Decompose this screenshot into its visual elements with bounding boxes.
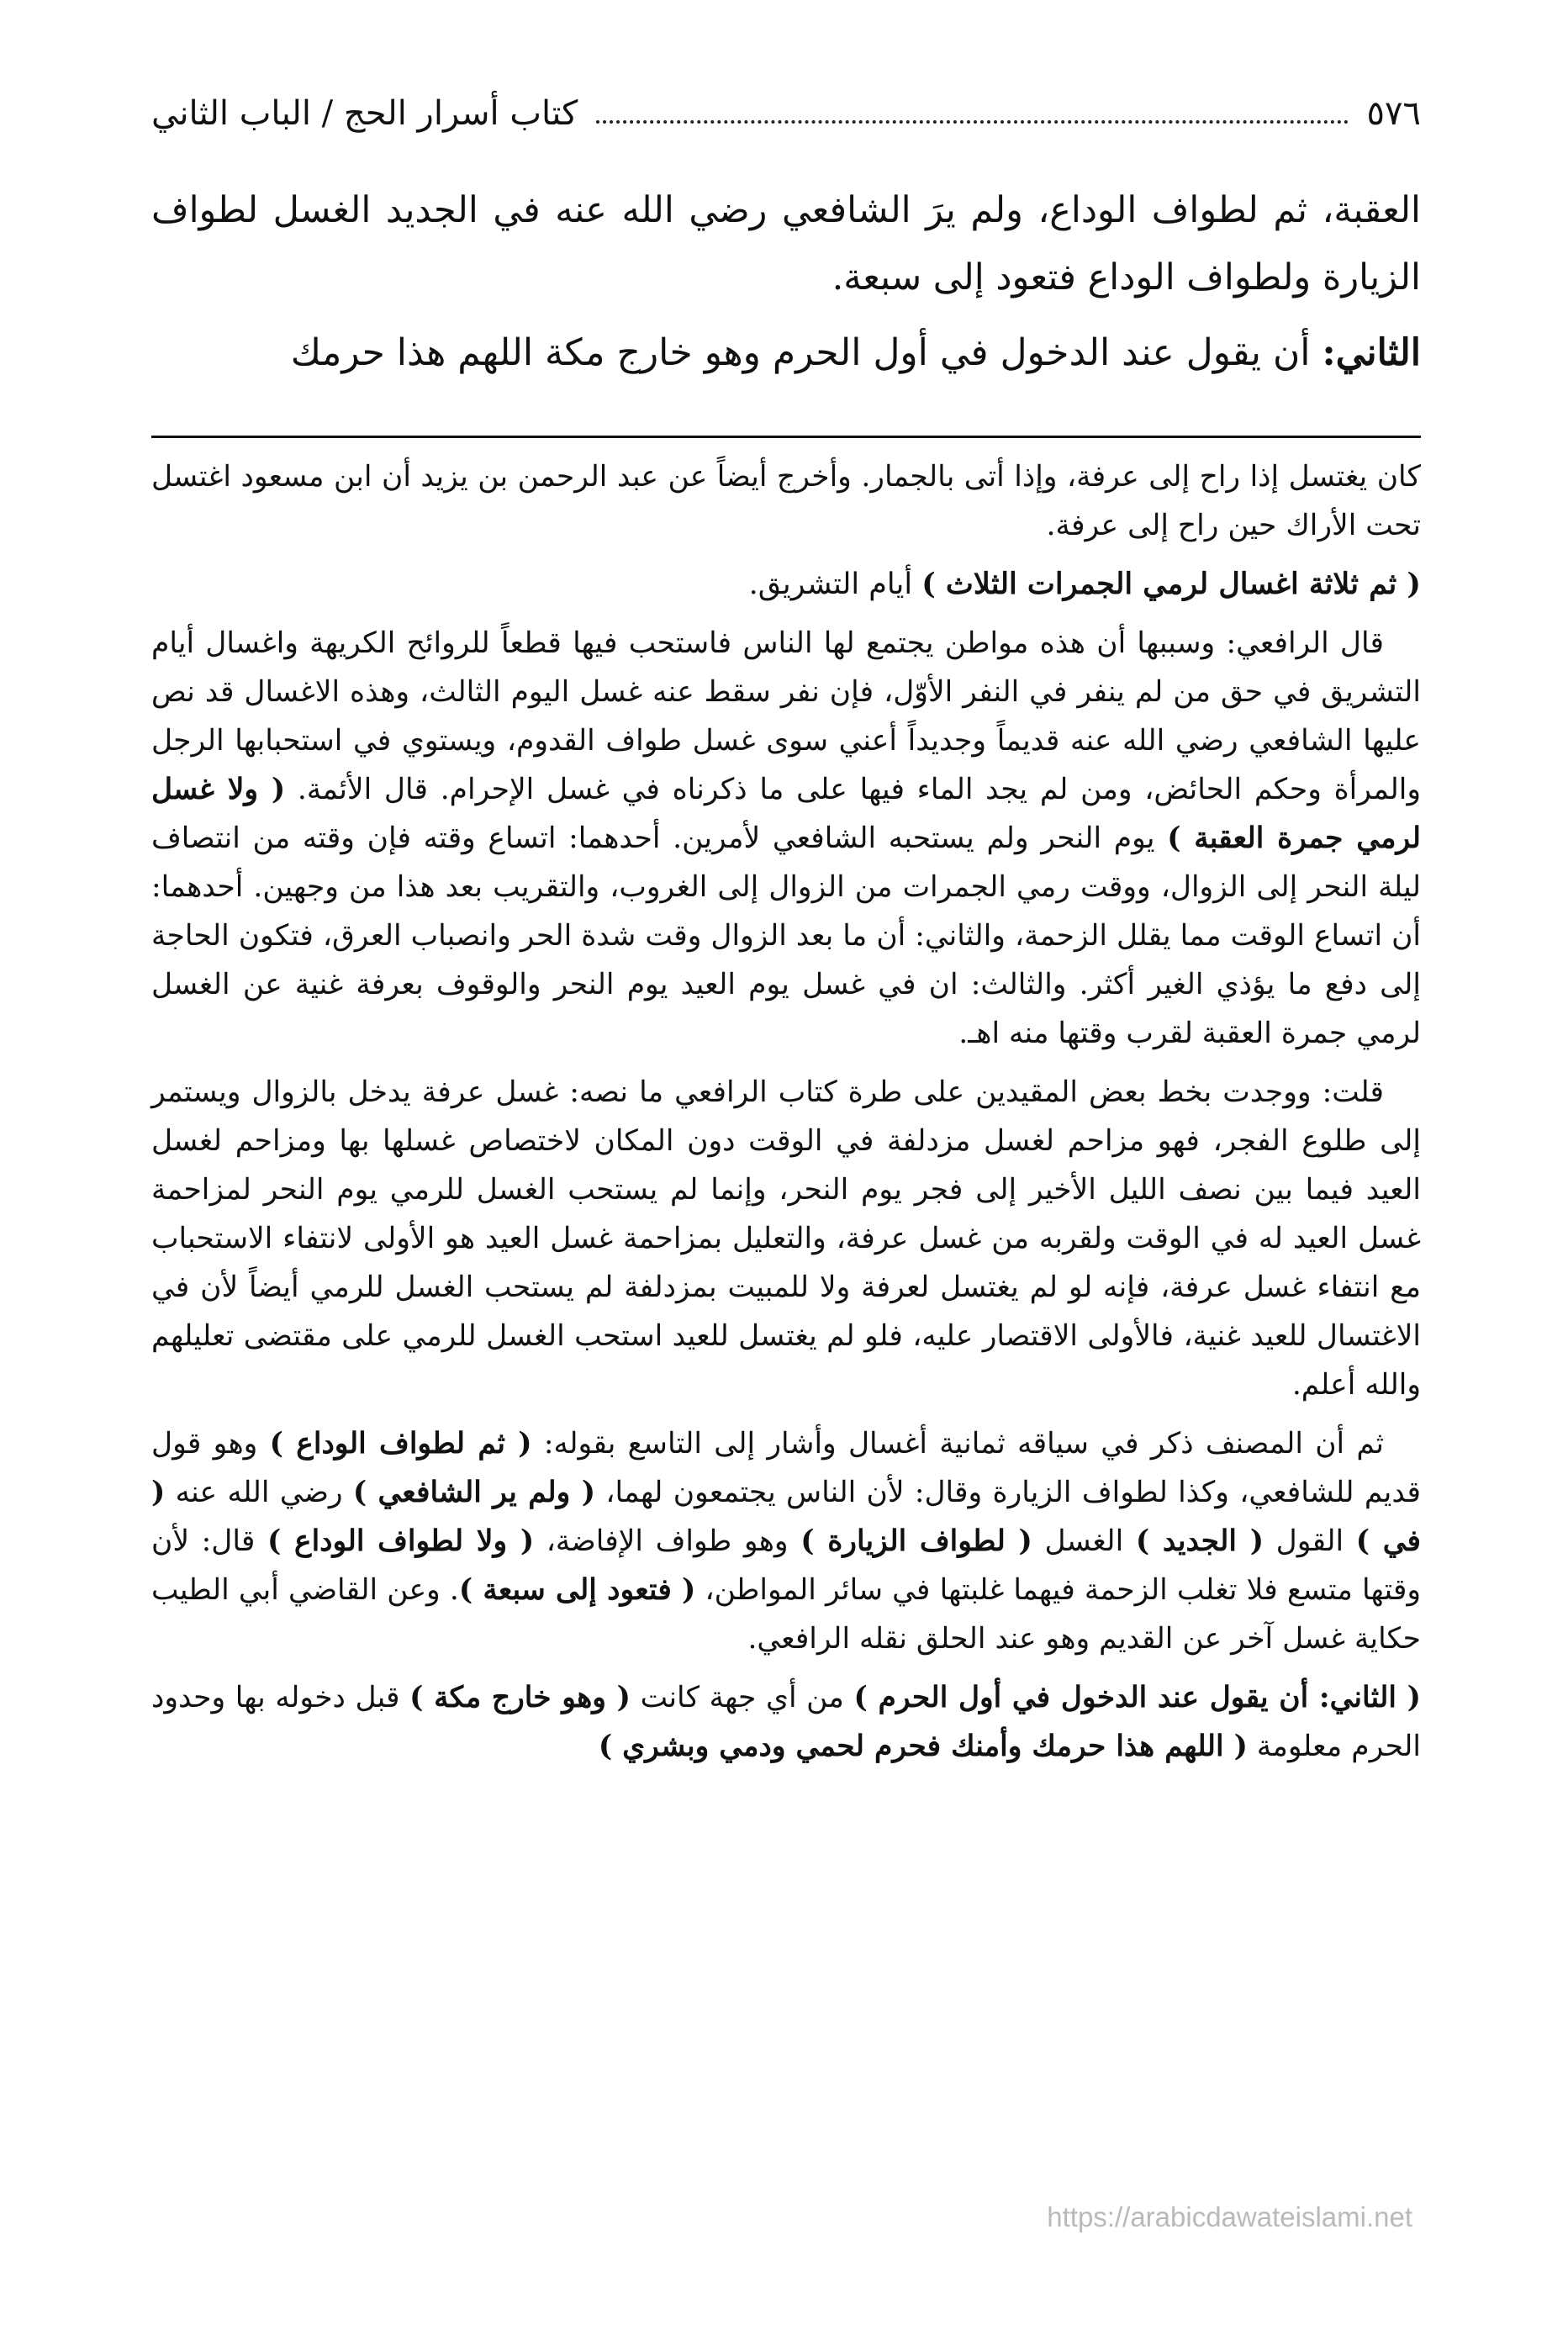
main-lead-word: الثاني: xyxy=(1322,331,1421,374)
commentary-paragraph xyxy=(151,560,1421,609)
quoted-matn: ( الثاني: أن يقول عند الدخول في أول الحرم ) xyxy=(853,1681,1421,1714)
commentary-text-run: قال: لأن وقتها متسع فلا تغلب الزحمة فيهما غلبتها في سائر المواطن، xyxy=(151,1524,1422,1607)
quoted-matn: ( ولا لطواف الوداع ) xyxy=(267,1524,535,1558)
commentary-text-run: . وعن القاضي أبي الطيب حكاية غسل آخر عن القديم وهو عند الحلق نقله الرافعي. xyxy=(151,1573,1421,1656)
quoted-matn: ( فتعود إلى سبعة ) xyxy=(458,1573,696,1607)
commentary-text-run: قبل دخوله بها وحدود الحرم معلومة xyxy=(151,1681,1421,1763)
commentary-paragraph: كان يغتسل إذا راح إلى عرفة، وإذا أتى بالجمار. وأخرج أيضاً عن عبد الرحمن بن يزيد أن ابن مسعود اغتسل تحت الأراك حين راح إلى عرفة. xyxy=(151,460,1421,542)
commentary-text-run: قال الرافعي: وسببها أن هذه مواطن يجتمع لها الناس فاستحب فيها قطعاً للروائح الكريهة واغسال أيام التشريق في حق من لم ينفر في النفر الأوّل، فإن نفر سقط عنه غسل اليوم الثالث، وهذه الاغسال قد نص عليها الشافعي رضي الله عنه قديماً وجديداً أعني سوى غسل طواف القدوم، ويستوي في استحبابها الرجل والمرأة وحكم الحائض، ومن لم يجد الماء فيها على ما ذكرناه في غسل الإحرام. قال الأئمة. xyxy=(151,626,1421,806)
commentary-text-run: وهو طواف الإفاضة، xyxy=(534,1524,801,1558)
watermark-url: https://arabicdawateislami.net xyxy=(1047,2201,1412,2232)
quoted-matn: ( في ) xyxy=(151,1476,1421,1558)
commentary-text-run: يوم النحر ولم يستحبه الشافعي لأمرين. أحدهما: اتساع وقته فإن وقته من انتصاف ليلة النحر إلى الزوال، ووقت رمي الجمرات من الزوال إلى الغروب، والتقريب بعد هذا من وجهين. أحدهما: أن اتساع الوقت مما يقلل الزحمة، والثاني: أن ما بعد الزوال وقت شدة الحر وانصباب العرق، فتكون الحاجة إلى دفع ما يؤذي الغير أكثر. والثالث: ان في غسل يوم العيد يوم النحر والوقوف بعرفة غنية عن الغسل لرمي جمرة العقبة لقرب وقتها منه اهـ. xyxy=(151,821,1421,1050)
main-paragraph-second xyxy=(151,320,1421,387)
commentary-paragraph xyxy=(151,1673,1421,1771)
commentary-text-run: أيام التشريق. xyxy=(748,568,922,601)
main-paragraph-text: أن يقول عند الدخول في أول الحرم وهو خارج مكة اللهم هذا حرمك xyxy=(290,331,1323,374)
quoted-matn: ( ثم ثلاثة اغسال لرمي الجمرات الثلاث ) xyxy=(921,567,1421,601)
commentary-text-run: رضي الله عنه xyxy=(165,1476,353,1509)
commentary-text-run: الغسل xyxy=(1032,1524,1136,1558)
quoted-matn: ( ثم لطواف الوداع ) xyxy=(269,1427,532,1461)
quoted-matn: ( لطواف الزيارة ) xyxy=(800,1524,1032,1558)
page-header xyxy=(151,80,1421,147)
main-paragraph: العقبة، ثم لطواف الوداع، ولم يرَ الشافعي رضي الله عنه في الجديد الغسل لطواف الزيارة ولطواف الوداع فتعود إلى سبعة. xyxy=(151,189,1421,298)
commentary-text-run: ثم أن المصنف ذكر في سياقه ثمانية أغسال وأشار إلى التاسع بقوله: xyxy=(531,1427,1384,1461)
header-dotted-leader xyxy=(596,120,1348,124)
quoted-matn: ( ولم ير الشافعي ) xyxy=(352,1476,596,1509)
footnote-divider xyxy=(151,436,1421,438)
main-text xyxy=(151,177,1421,387)
commentary-paragraph xyxy=(151,1419,1421,1663)
commentary-text-run: القول xyxy=(1264,1524,1356,1558)
quoted-matn: ( ولا غسل لرمي جمرة العقبة ) xyxy=(151,773,1421,855)
running-title: كتاب أسرار الحج / الباب الثاني xyxy=(151,94,578,133)
commentary-paragraph xyxy=(151,619,1421,1058)
commentary-paragraph: قلت: ووجدت بخط بعض المقيدين على طرة كتاب الرافعي ما نصه: غسل عرفة يدخل بالزوال ويستمر إلى طلوع الفجر، فهو مزاحم لغسل مزدلفة في الوقت دون المكان لاختصاص غسلها بها ومزاحم لغسل العيد فيما بين نصف الليل الأخير إلى فجر يوم النحر، وإنما لم يستحب الغسل للرمي يوم النحر لمزاحمة غسل العيد له في الوقت ولقربه من غسل عرفة، والتعليل بمزاحمة غسل العيد هو الأولى لانتفاء الاستحباب مع انتفاء غسل عرفة، فإنه لو لم يغتسل لعرفة ولا للمبيت بمزدلفة لم يستحب الغسل للرمي أيضاً لأن في الاغتسال للعيد غنية، فالأولى الاقتصار عليه، فلو لم يغتسل للعيد استحب الغسل للرمي على مقتضى تعليلهم والله أعلم. xyxy=(151,1075,1421,1402)
quoted-matn: ( اللهم هذا حرمك وأمنك فحرم لحمي ودمي وبشري ) xyxy=(598,1730,1248,1763)
commentary-text-run: وهو قول قديم للشافعي، وكذا لطواف الزيارة وقال: لأن الناس يجتمعون لهما، xyxy=(151,1427,1421,1509)
commentary-text-run: من أي جهة كانت xyxy=(630,1681,854,1714)
quoted-matn: ( الجديد ) xyxy=(1135,1524,1264,1558)
quoted-matn: ( وهو خارج مكة ) xyxy=(409,1681,631,1714)
commentary-text xyxy=(151,452,1421,1781)
page-number: ٥٧٦ xyxy=(1366,94,1421,133)
